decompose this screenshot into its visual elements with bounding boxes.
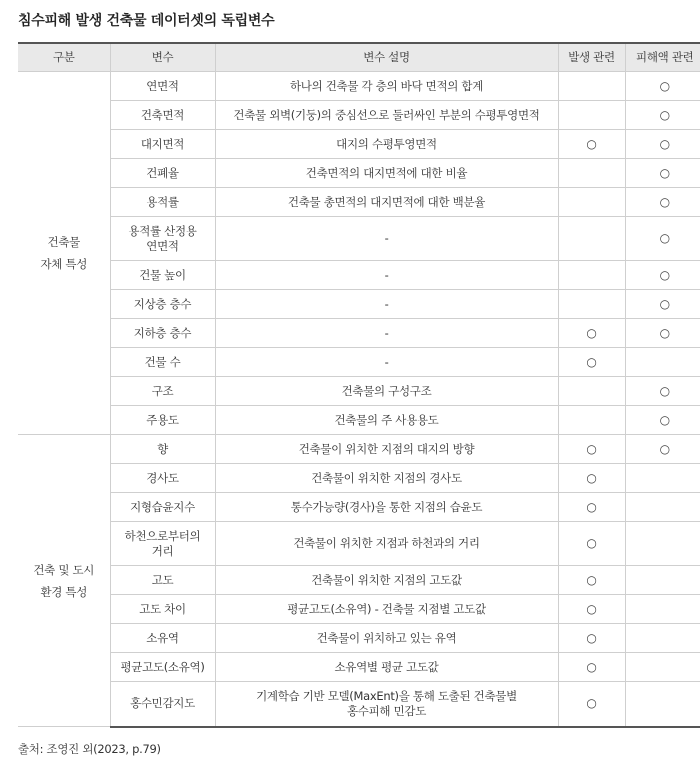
damage-mark: ○ [625,188,700,217]
group-label: 건축물 자체 특성 [18,72,110,435]
group-label: 건축 및 도시 환경 특성 [18,435,110,727]
header-damage: 피해액 관련 [625,43,700,72]
table-row [18,435,700,464]
table-row [18,377,700,406]
variable-cell: 구조 [110,377,215,406]
description-cell: 소유역별 평균 고도값 [215,653,558,682]
header-occurrence: 발생 관련 [558,43,625,72]
occurrence-mark: ○ [558,130,625,159]
independent-variables-table [18,42,700,728]
variable-cell: 주용도 [110,406,215,435]
damage-mark: ○ [625,217,700,261]
occurrence-mark: ○ [558,435,625,464]
variable-cell: 건축면적 [110,101,215,130]
description-cell: - [215,348,558,377]
damage-mark: ○ [625,290,700,319]
description-cell: 건축물이 위치하고 있는 유역 [215,624,558,653]
description-cell: - [215,217,558,261]
damage-mark [625,682,700,727]
table-row [18,188,700,217]
damage-mark [625,653,700,682]
damage-mark: ○ [625,159,700,188]
occurrence-mark [558,188,625,217]
occurrence-mark: ○ [558,653,625,682]
variable-cell: 용적률 산정용 연면적 [110,217,215,261]
occurrence-mark [558,290,625,319]
occurrence-mark: ○ [558,319,625,348]
table-row [18,159,700,188]
table-header-row [18,43,700,72]
description-cell: 건축물의 주 사용용도 [215,406,558,435]
table-row [18,464,700,493]
description-cell: 건축물이 위치한 지점의 경사도 [215,464,558,493]
damage-mark [625,464,700,493]
variable-cell: 소유역 [110,624,215,653]
variable-cell: 연면적 [110,72,215,101]
description-cell: - [215,290,558,319]
damage-mark: ○ [625,101,700,130]
occurrence-mark [558,72,625,101]
occurrence-mark: ○ [558,348,625,377]
variable-cell: 건폐율 [110,159,215,188]
occurrence-mark: ○ [558,595,625,624]
variable-cell: 건물 높이 [110,261,215,290]
table-row [18,130,700,159]
occurrence-mark [558,217,625,261]
variable-cell: 지하층 층수 [110,319,215,348]
table-row [18,522,700,566]
occurrence-mark [558,377,625,406]
occurrence-mark: ○ [558,464,625,493]
damage-mark: ○ [625,261,700,290]
occurrence-mark [558,406,625,435]
damage-mark [625,493,700,522]
damage-mark [625,624,700,653]
table-row [18,290,700,319]
damage-mark: ○ [625,377,700,406]
description-cell: 대지의 수평투영면적 [215,130,558,159]
description-cell: - [215,261,558,290]
table-row [18,493,700,522]
occurrence-mark: ○ [558,493,625,522]
damage-mark: ○ [625,72,700,101]
variable-cell: 지상층 층수 [110,290,215,319]
header-category: 구분 [18,43,110,72]
header-description: 변수 설명 [215,43,558,72]
table-row [18,624,700,653]
table-row [18,406,700,435]
description-cell: 건축물의 구성구조 [215,377,558,406]
occurrence-mark: ○ [558,682,625,727]
damage-mark [625,348,700,377]
description-cell: - [215,319,558,348]
table-row [18,72,700,101]
damage-mark: ○ [625,435,700,464]
table-row [18,566,700,595]
occurrence-mark [558,159,625,188]
description-cell: 기계학습 기반 모델(MaxEnt)을 통해 도출된 건축물별 홍수피해 민감도 [215,682,558,727]
variable-cell: 홍수민감지도 [110,682,215,727]
description-cell: 건축물 외벽(기둥)의 중심선으로 둘러싸인 부분의 수평투영면적 [215,101,558,130]
description-cell: 평균고도(소유역) - 건축물 지점별 고도값 [215,595,558,624]
variable-cell: 고도 차이 [110,595,215,624]
variable-cell: 향 [110,435,215,464]
table-row [18,261,700,290]
source-citation: 출처: 조영진 외(2023, p.79) [18,742,161,756]
occurrence-mark [558,101,625,130]
table-row [18,217,700,261]
table-row [18,319,700,348]
damage-mark [625,522,700,566]
description-cell: 건축물 총면적의 대지면적에 대한 백분율 [215,188,558,217]
occurrence-mark [558,261,625,290]
description-cell: 건축면적의 대지면적에 대한 비율 [215,159,558,188]
variable-cell: 용적률 [110,188,215,217]
damage-mark [625,566,700,595]
table-row [18,682,700,727]
variable-cell: 지형습윤지수 [110,493,215,522]
variable-cell: 건물 수 [110,348,215,377]
damage-mark [625,595,700,624]
damage-mark: ○ [625,319,700,348]
occurrence-mark: ○ [558,624,625,653]
damage-mark: ○ [625,130,700,159]
table-row [18,101,700,130]
description-cell: 건축물이 위치한 지점과 하천과의 거리 [215,522,558,566]
table-title: 침수피해 발생 건축물 데이터셋의 독립변수 [18,13,275,29]
description-cell: 건축물이 위치한 지점의 대지의 방향 [215,435,558,464]
variable-cell: 경사도 [110,464,215,493]
damage-mark: ○ [625,406,700,435]
table-row [18,348,700,377]
occurrence-mark: ○ [558,522,625,566]
description-cell: 하나의 건축물 각 층의 바닥 면적의 합계 [215,72,558,101]
description-cell: 통수가능량(경사)을 통한 지점의 습윤도 [215,493,558,522]
table-row [18,653,700,682]
variable-cell: 하천으로부터의 거리 [110,522,215,566]
occurrence-mark: ○ [558,566,625,595]
variable-cell: 평균고도(소유역) [110,653,215,682]
description-cell: 건축물이 위치한 지점의 고도값 [215,566,558,595]
table-row [18,595,700,624]
header-variable: 변수 [110,43,215,72]
variable-cell: 고도 [110,566,215,595]
variable-cell: 대지면적 [110,130,215,159]
